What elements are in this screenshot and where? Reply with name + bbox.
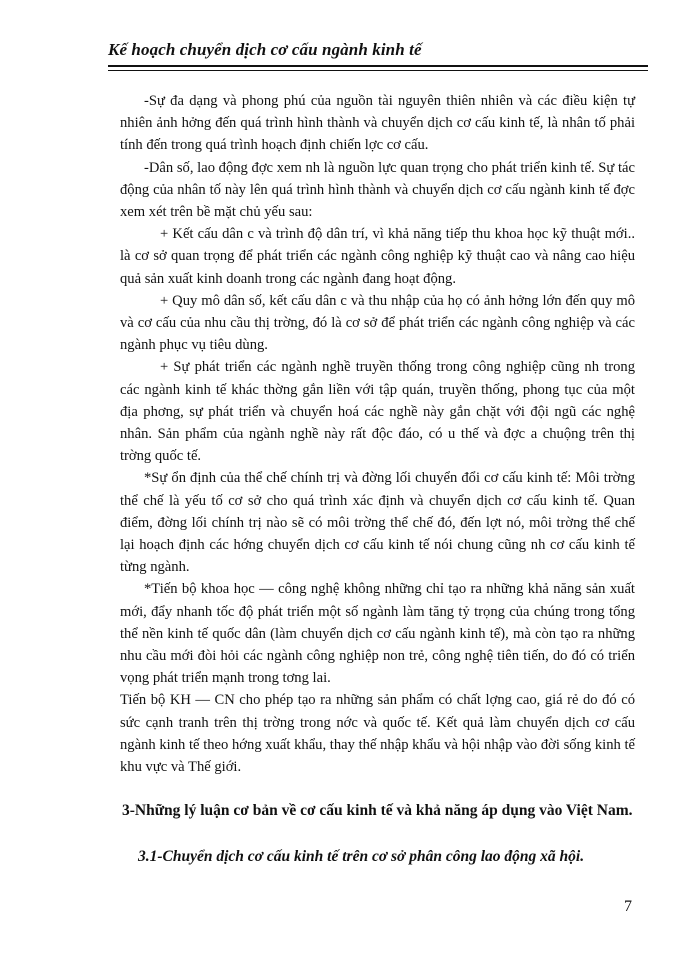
body-text	[120, 90, 635, 778]
section-heading-3: 3-Những lý luận cơ bản về cơ cấu kinh tế và khả năng áp dụng vào Việt Nam.	[122, 802, 633, 819]
paragraph-natural-resources: -Sự đa dạng và phong phú của nguồn tài nguyên thiên nhiên và các điều kiện tự nhiên ảnh hởng đến quá trình hình thành và chuyển dịch cơ cấu kinh tế, là nhân tố phải tính đến trong quá trình hoạch định chiến lợc cơ cấu.	[120, 93, 635, 154]
paragraph-science-technology: *Tiến bộ khoa học — công nghệ không những chỉ tạo ra những khả năng sản xuất mới, đẩy nhanh tốc độ phát triển một số ngành làm tăng tỷ trọng của chúng trong tổng thể nền kinh tế quốc dân (làm chuyển dịch cơ cấu ngành kinh tế), mà còn tạo ra những nhu cầu mới đòi hỏi các ngành công nghiệp non trẻ, công nghệ tiên tiến, do đó có triển vọng phát triển mạnh trong tơng lai.	[120, 581, 635, 687]
running-header: Kế hoạch chuyển dịch cơ cấu ngành kinh tế	[108, 40, 422, 59]
section-heading-3-1: 3.1-Chuyển dịch cơ cấu kinh tế trên cơ sở phân công lao động xã hội.	[138, 848, 585, 865]
paragraph-sci-tech-results: Tiến bộ KH — CN cho phép tạo ra những sản phẩm có chất lợng cao, giá rẻ do đó có sức cạnh tranh trên thị trờng trong nớc và quốc tế. Kết quả làm chuyển dịch cơ cấu ngành kinh tế theo hớng xuất khẩu, thay thế nhập khẩu và hội nhập vào đời sống kinh tế khu vực và Thế giới.	[120, 692, 635, 776]
page-number: 7	[624, 898, 632, 915]
header-rule-thin	[108, 70, 648, 71]
header-rule-thick	[108, 65, 648, 67]
paragraph-population-structure: + Kết cấu dân c và trình độ dân trí, vì khả năng tiếp thu khoa học kỹ thuật mới.. là cơ sở quan trọng để phát triển các ngành công nghiệp kỹ thuật cao và nâng cao hiệu quả sản xuất kinh doanh trong các ngành đang hoạt động.	[120, 226, 635, 287]
paragraph-population-size: + Quy mô dân số, kết cấu dân c và thu nhập của họ có ảnh hởng lớn đến quy mô và cơ cấu của nhu cầu thị trờng, đó là cơ sở để phát triển các ngành công nghiệp và các ngành phục vụ tiêu dùng.	[120, 292, 635, 354]
paragraph-population-labor: -Dân số, lao động đợc xem nh là nguồn lực quan trọng cho phát triển kinh tế. Sự tác động của nhân tố này lên quá trình hình thành và chuyển dịch cơ cấu ngành kinh tế đợc xem xét trên bề mặt chủ yếu sau:	[120, 159, 635, 221]
paragraph-traditional-crafts: + Sự phát triển các ngành nghề truyền thống trong công nghiệp cũng nh trong các ngành kinh tế khác thờng gắn liền với tập quán, truyền thống, phong tục của một địa phơng, sự phát triển và chuyển hoá các nghề này gắn chặt với đội ngũ các nghệ nhân. Sản phẩm của ngành nghề này rất độc đáo, có u thế và đợc a chuộng trên thị trờng quốc tế.	[120, 359, 635, 465]
paragraph-political-stability: *Sự ổn định của thể chế chính trị và đờng lối chuyển đổi cơ cấu kinh tế: Môi trờng thể chế là yếu tố cơ sở cho quá trình xác định và chuyển dịch cơ cấu kinh tế. Quan điểm, đờng lối chính trị nào sẽ có môi trờng thể chế đó, đến lợt nó, môi trờng thể chế lại hoạch định các hớng chuyển dịch cơ cấu kinh tế nói chung cũng nh cơ cấu kinh tế từng ngành.	[120, 470, 635, 576]
